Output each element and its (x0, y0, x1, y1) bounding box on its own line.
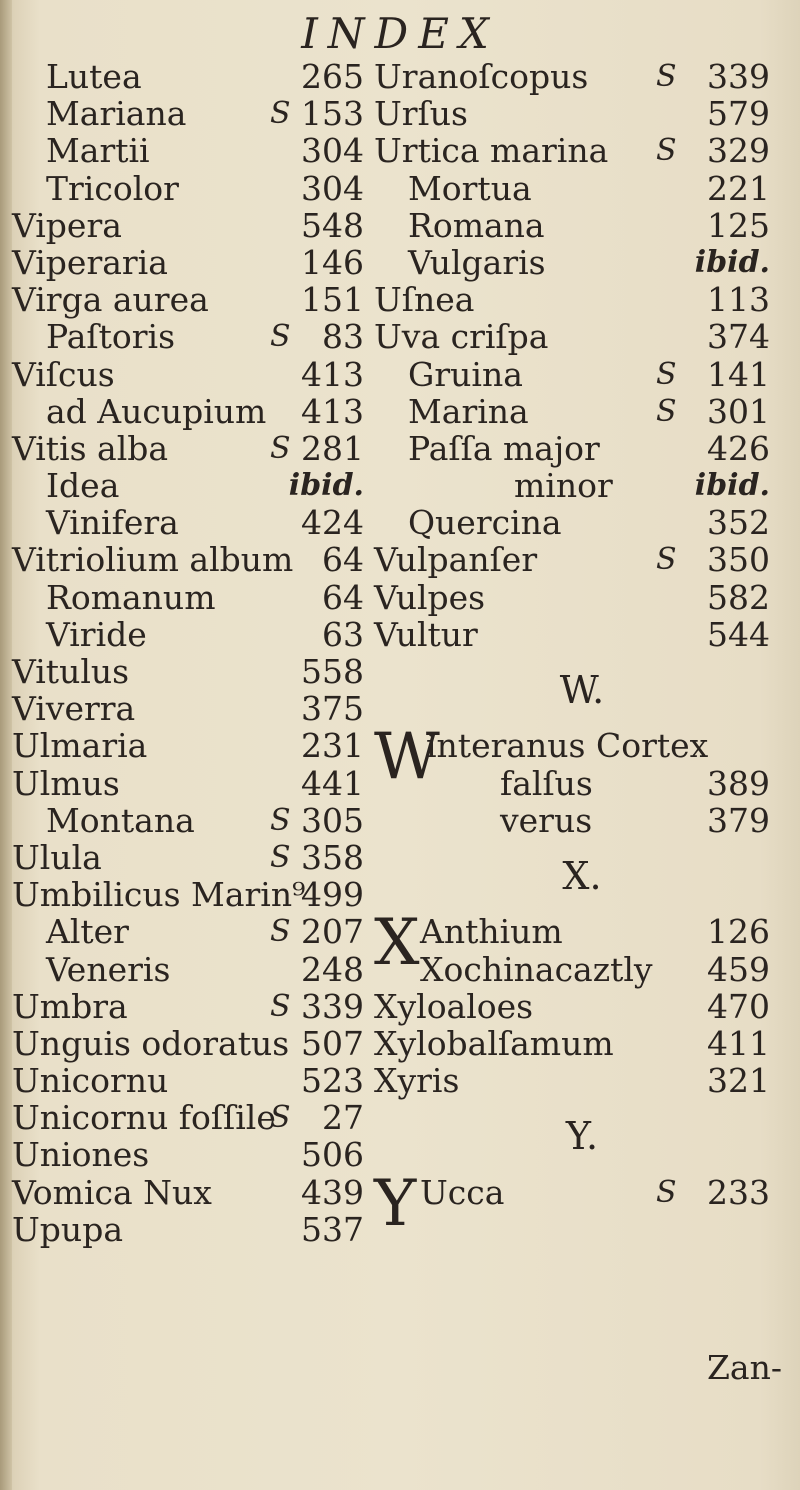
supplement-mark: S (270, 914, 291, 950)
page-number: 64 (322, 540, 364, 580)
entry-name: Gruina (408, 354, 523, 394)
entry-name: Umbra (12, 986, 128, 1026)
entry-name: Uſnea (374, 280, 475, 320)
index-entry (374, 1166, 790, 1241)
index-entry (374, 95, 790, 132)
index-entry (12, 988, 364, 1025)
drop-capital: W (374, 720, 440, 795)
entry-name: Viverra (12, 689, 136, 729)
index-entry (12, 616, 364, 653)
entry-name: Vinifera (46, 503, 179, 543)
page-header: INDEX (301, 9, 499, 58)
index-entry (12, 393, 364, 430)
page-number: 221 (707, 168, 770, 208)
index-entry (12, 504, 364, 541)
entry-name: Anthium (420, 912, 563, 952)
page-number: 83 (322, 317, 364, 357)
supplement-mark: S (656, 133, 677, 169)
entry-name: Idea (46, 466, 120, 506)
index-entry (374, 318, 790, 355)
supplement-mark: S (270, 96, 291, 132)
index-entry (12, 765, 364, 802)
page-number: 426 (707, 428, 770, 468)
index-entry (374, 1062, 790, 1099)
entry-name: Vitis alba (12, 428, 169, 468)
entry-name: Romana (408, 205, 545, 245)
entry-name: Marina (408, 391, 529, 431)
index-entry (374, 951, 790, 988)
page-number: 207 (301, 912, 364, 952)
supplement-mark: S (270, 1100, 291, 1136)
entry-name: Xochinacaztly (420, 949, 653, 989)
entry-name: Vipera (12, 205, 122, 245)
entry-name: Uva criſpa (374, 317, 549, 357)
index-entry (374, 988, 790, 1025)
page-number: 558 (301, 652, 364, 691)
page-number: 350 (707, 540, 770, 580)
page-number: 339 (707, 57, 770, 96)
index-entry (374, 207, 790, 244)
page-number: 301 (707, 391, 770, 431)
index-entry (12, 1025, 364, 1062)
page-number: 579 (707, 94, 770, 134)
entry-name: Ucca (420, 1172, 505, 1212)
page-number: 523 (301, 1061, 364, 1101)
index-entry (374, 765, 790, 802)
page-number: 281 (301, 428, 364, 468)
entry-name: Urtica marina (374, 131, 609, 171)
index-entry (12, 281, 364, 318)
entry-name: Ulmaria (12, 726, 148, 766)
page-number: 375 (301, 689, 364, 729)
entry-name: falſus (500, 763, 593, 803)
entry-name: Ulula (12, 837, 102, 877)
index-entry (12, 244, 364, 281)
page-number: 151 (301, 280, 364, 320)
index-entry (12, 951, 364, 988)
page-number: 339 (301, 986, 364, 1026)
page-number: 141 (707, 354, 770, 394)
index-entry (12, 579, 364, 616)
entry-name: Vitriolium album (12, 540, 294, 580)
entry-name: Umbilicus Marin⁹ (12, 875, 306, 915)
entry-name: Quercina (408, 503, 562, 543)
entry-name: Unicornu (12, 1061, 169, 1101)
page-number: 470 (707, 986, 770, 1026)
page-number: 352 (707, 503, 770, 543)
letter-heading: Y. (565, 1114, 599, 1159)
entry-name: minor (514, 466, 613, 506)
entry-name: Romanum (46, 577, 216, 617)
page-number: 379 (707, 800, 770, 840)
page-number: 374 (707, 317, 770, 357)
entry-name: Unguis odoratus (12, 1023, 290, 1063)
supplement-mark: S (656, 1174, 677, 1210)
index-entry (12, 802, 364, 839)
page-number: 231 (301, 726, 364, 766)
page-number: 146 (301, 242, 364, 282)
index-entry (374, 467, 790, 504)
letter-heading: X. (562, 853, 602, 898)
right-column (374, 57, 790, 1241)
entry-name: Virga aurea (12, 280, 209, 320)
index-entry (12, 1174, 364, 1211)
index-entry (12, 653, 364, 690)
letter-heading: W. (559, 668, 605, 712)
entry-name: Xyris (374, 1061, 460, 1101)
index-entry (12, 207, 364, 244)
page-number: 113 (707, 280, 770, 320)
entry-name: Veneris (46, 949, 171, 989)
page-number: 411 (707, 1023, 770, 1063)
entry-name: Tricolor (46, 168, 179, 208)
index-entry (374, 1025, 790, 1062)
index-entry (374, 802, 790, 839)
entry-name: Vultur (374, 614, 478, 654)
index-entry (12, 913, 364, 950)
index-entry (12, 467, 364, 504)
entry-name: Uranoſcopus (374, 57, 589, 96)
entry-name: Uniones (12, 1135, 150, 1175)
index-entry (12, 356, 364, 393)
index-entry (374, 430, 790, 467)
drop-capital: X (374, 906, 420, 981)
index-entry (12, 95, 364, 132)
entry-name: Alter (46, 912, 129, 952)
entry-name: Unicornu foſſile (12, 1098, 276, 1138)
entry-name: Montana (46, 800, 195, 840)
entry-name: Viſcus (12, 354, 115, 394)
page-number: ibid. (694, 468, 770, 504)
entry-name: Vulgaris (408, 242, 546, 282)
supplement-mark: S (656, 393, 677, 429)
entry-name: Mortua (408, 168, 532, 208)
page-number: 439 (301, 1172, 364, 1212)
entry-name: Xyloaloes (374, 986, 534, 1026)
entry-name: interanus Cortex (426, 726, 709, 766)
catchword: Zan- (706, 1348, 782, 1387)
supplement-mark: S (270, 802, 291, 838)
index-entry (12, 541, 364, 578)
entry-name: Vomica Nux (12, 1172, 212, 1212)
index-entry (12, 1136, 364, 1173)
index-entry (374, 504, 790, 541)
page-number: 125 (707, 205, 770, 245)
page-number: 506 (301, 1135, 364, 1175)
page-number: 321 (707, 1061, 770, 1101)
index-entry (12, 727, 364, 764)
entry-name: Vulpanſer (374, 540, 538, 580)
page-number: 305 (301, 800, 364, 840)
index-entry (12, 58, 364, 95)
page-number: 544 (707, 614, 770, 654)
supplement-mark: S (270, 430, 291, 466)
index-entry (374, 616, 790, 653)
index-entry (374, 356, 790, 393)
supplement-mark: S (270, 988, 291, 1024)
index-entry (374, 579, 790, 616)
index-entry (374, 58, 790, 95)
index-entry (374, 281, 790, 318)
page-number: 413 (301, 354, 364, 394)
left-column (12, 58, 364, 1248)
page-number: 507 (301, 1023, 364, 1063)
index-entry (374, 393, 790, 430)
index-entry (374, 541, 790, 578)
supplement-mark: S (656, 59, 677, 94)
page-number: 441 (301, 763, 364, 803)
entry-name: Vitulus (12, 652, 130, 691)
entry-name: Paſſa major (408, 428, 600, 468)
page-number: ibid. (694, 244, 770, 280)
index-entry (12, 839, 364, 876)
entry-name: Mariana (46, 94, 187, 134)
page-number: 424 (301, 503, 364, 543)
page-number: 265 (301, 57, 364, 96)
index-entry (12, 318, 364, 355)
entry-name: Vulpes (374, 577, 486, 617)
page-number: 304 (301, 168, 364, 208)
index-entry (12, 1062, 364, 1099)
entry-name: Upupa (12, 1209, 123, 1249)
index-entry (12, 1211, 364, 1248)
page-number: 126 (707, 912, 770, 952)
page-number: ibid. (288, 468, 364, 504)
entry-name: ad Aucupium (46, 391, 267, 431)
page-number: 358 (301, 837, 364, 877)
page-number: 153 (301, 94, 364, 134)
index-entry (12, 170, 364, 207)
page-number: 389 (707, 763, 770, 803)
binding-gutter (0, 0, 12, 1490)
page-number: 329 (707, 131, 770, 171)
entry-name: Lutea (46, 57, 142, 96)
page-number: 248 (301, 949, 364, 989)
page-number: 64 (322, 577, 364, 617)
entry-name: Martii (46, 131, 150, 171)
index-entry (374, 132, 790, 169)
index-entry (374, 170, 790, 207)
supplement-mark: S (656, 356, 677, 392)
page-number: 582 (707, 577, 770, 617)
page-number: 304 (301, 131, 364, 171)
index-entry (12, 430, 364, 467)
entry-name: Paſtoris (46, 317, 176, 357)
supplement-mark: S (270, 319, 291, 355)
index-entry (12, 132, 364, 169)
entry-name: Urſus (374, 94, 468, 134)
drop-capital: Y (374, 1166, 417, 1241)
entry-name: Viride (46, 614, 147, 654)
page-number: 548 (301, 205, 364, 245)
page-number: 27 (322, 1098, 364, 1138)
page-number: 233 (707, 1172, 770, 1212)
index-entry (374, 244, 790, 281)
index-entry (12, 1099, 364, 1136)
index-entry (12, 690, 364, 727)
entry-name: Viperaria (12, 242, 168, 282)
supplement-mark: S (656, 542, 677, 578)
page-number: 459 (707, 949, 770, 989)
entry-name: verus (500, 800, 593, 840)
entry-name: Xylobalſamum (374, 1023, 614, 1063)
page-number: 499 (301, 875, 364, 915)
page-number: 63 (322, 614, 364, 654)
page-number: 413 (301, 391, 364, 431)
page-number: 537 (301, 1209, 364, 1249)
index-entry (12, 876, 364, 913)
supplement-mark: S (270, 839, 291, 875)
entry-name: Ulmus (12, 763, 120, 803)
